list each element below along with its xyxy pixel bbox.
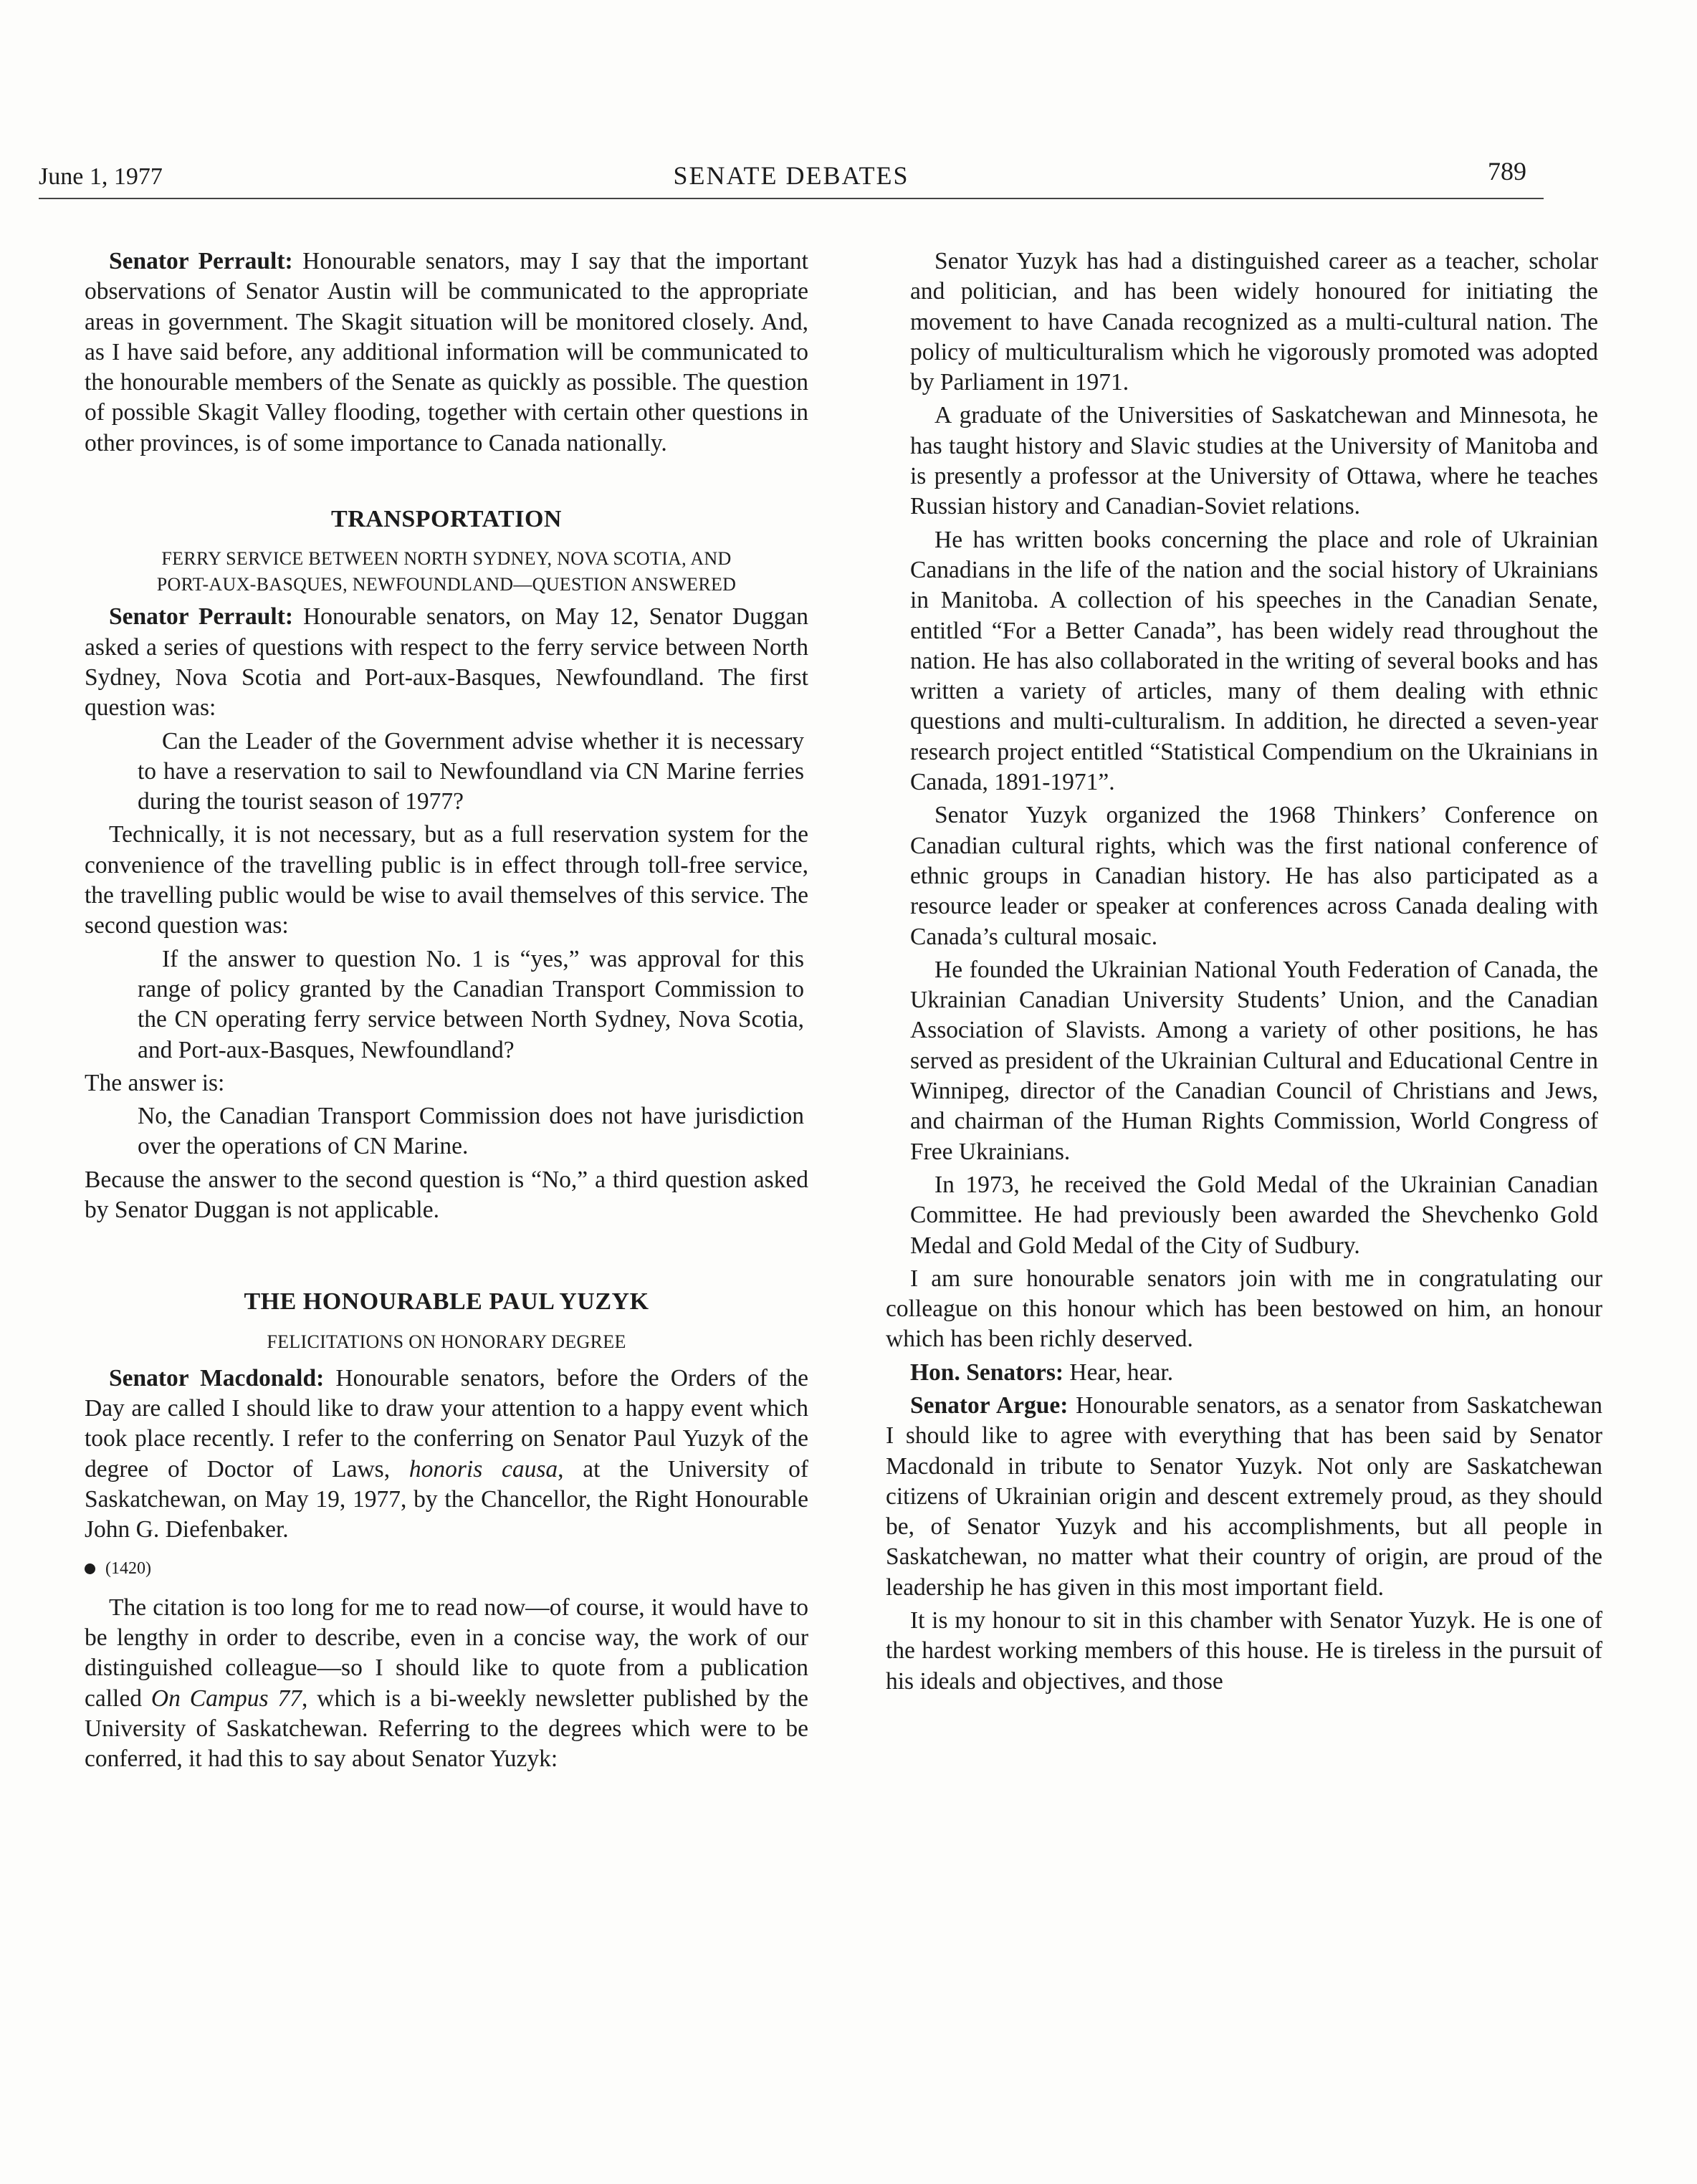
quoted-answer: No, the Canadian Transport Commission does not have jurisdiction over the operations of CN Marine. <box>138 1103 804 1160</box>
quoted-citation: A graduate of the Universities of Saskatchewan and Minnesota, he has taught history and Slavic studies at the University of Manitoba and is presently a professor at the University of Ottawa, where he teaches Russian history and Canadian-Soviet relations. <box>910 402 1598 520</box>
time-marker <box>85 1553 808 1584</box>
paragraph <box>85 1364 808 1546</box>
paragraph: Because the answer to the second question is “No,” a third question asked by Senator Duggan is not applicable. <box>85 1166 808 1224</box>
speaker-name: Senator Macdonald: <box>109 1364 325 1392</box>
paragraph: It is my honour to sit in this chamber with Senator Yuzyk. He is one of the hardest working members of this house. He is tireless in the pursuit of his ideals and objectives, and those <box>886 1607 1602 1695</box>
header-title: SENATE DEBATES <box>673 161 909 190</box>
time-marker-text: (1420) <box>105 1559 151 1579</box>
paragraph-text: , at the University of Saskatchewan, on May 19, 1977, by the Chancellor, the Right Honourable John G. Diefenbaker. <box>85 1455 808 1543</box>
speaker-name: Senator Argue: <box>910 1392 1069 1419</box>
page-number: 789 <box>1488 157 1526 186</box>
section-title: TRANSPORTATION <box>331 506 562 533</box>
paragraph: I am sure honourable senators join with me in congratulating our colleague on this honour which has been bestowed on him, an honour which has been richly deserved. <box>886 1265 1602 1353</box>
paragraph <box>85 602 808 723</box>
paragraph-text: Hear, hear. <box>1063 1359 1174 1386</box>
paragraph-text: The citation is too long for me to read now—of course, it would have to be lengthy in order to describe, even in a concise way, the work of our distinguished colleague—so I should like to quote from a publication called <box>85 1594 808 1712</box>
paragraph <box>85 246 808 459</box>
quoted-question: If the answer to question No. 1 is “yes,” was approval for this range of policy granted by the Canadian Transport Commission to the CN operating ferry service between North Sydney, Nova Scotia, and Port-aux-Basques, Newfoundland? <box>138 945 804 1063</box>
paragraph <box>85 1593 808 1775</box>
quoted-question: Can the Leader of the Government advise whether it is necessary to have a reservation to sail to Newfoundland via CN Marine ferries during the tourist season of 1977? <box>138 727 804 815</box>
speaker-name: Hon. Senators: <box>910 1359 1064 1386</box>
running-header <box>39 156 1544 199</box>
left-column <box>85 246 808 1777</box>
quoted-citation: In 1973, he received the Gold Medal of the Ukrainian Canadian Committee. He had previously been awarded the Shevchenko Gold Medal and Gold Medal of the City of Sudbury. <box>910 1171 1598 1259</box>
right-column <box>886 246 1602 1700</box>
paragraph-text: Honourable senators, as a senator from Saskatchewan I should like to agree with everything that has been said by Senator Macdonald in tribute to Senator Yuzyk. Not only are Saskatchewan citizens of Ukrainian origin and descent extremely proud, as they should be, of Senator Yuzyk and his accomplishments, but all people in Saskatchewan, no matter what their country of origin, are proud of the leadership he has given in this most important field. <box>886 1392 1602 1601</box>
section-title: THE HONOURABLE PAUL YUZYK <box>244 1288 649 1316</box>
subtitle-line: FERRY SERVICE BETWEEN NORTH SYDNEY, NOVA SCOTIA, AND <box>161 548 732 570</box>
quoted-citation: Senator Yuzyk organized the 1968 Thinkers’ Conference on Canadian cultural rights, which was the first national conference of ethnic groups in Canadian history. He has also participated as a resource leader or speaker at conferences across Canada dealing with Canada’s cultural mosaic. <box>910 802 1598 950</box>
section-subtitle <box>85 546 808 598</box>
speaker-name: Senator Perrault: <box>109 603 294 631</box>
paragraph-text: Honourable senators, may I say that the important observations of Senator Austin will be communicated to the appropriate areas in government. The Skagit situation will be monitored closely. And, as I have said before, any additional information will be communicated to the honourable members of the Senate as quickly as possible. The question of possible Skagit Valley flooding, together with certain other questions in other provinces, is of some importance to Canada nationally. <box>85 248 808 456</box>
italic-text: On Campus 77 <box>150 1685 302 1712</box>
paragraph-text: Honourable senators, on May 12, Senator Duggan asked a series of questions with respect to the ferry service between North Sydney, Nova Scotia and Port-aux-Basques, Newfoundland. The first question was: <box>85 603 808 722</box>
paragraph <box>886 1358 1602 1388</box>
quoted-citation: He founded the Ukrainian National Youth Federation of Canada, the Ukrainian Canadian University Students’ Union, and the Canadian Association of Slavists. Among a variety of other positions, he has served as president of the Ukrainian Cultural and Educational Centre in Winnipeg, director of the Canadian Council of Christians and Jews, and chairman of the Human Rights Commission, World Congress of Free Ukrainians. <box>910 956 1598 1165</box>
paragraph: The answer is: <box>85 1069 225 1096</box>
section-subtitle: FELICITATIONS ON HONORARY DEGREE <box>267 1331 626 1352</box>
paragraph-text: Honourable senators, before the Orders of the Day are called I should like to draw your attention to a happy event which took place recently. I refer to the conferring on Senator Paul Yuzyk of the degree of Doctor of Laws, <box>85 1364 808 1483</box>
header-date: June 1, 1977 <box>39 163 163 190</box>
italic-text: honoris causa <box>408 1455 558 1483</box>
paragraph: Technically, it is not necessary, but as a full reservation system for the convenience of the travelling public is in effect through toll-free service, the travelling public would be wise to avail themselves of this service. The second question was: <box>85 821 808 939</box>
quoted-citation: Senator Yuzyk has had a distinguished career as a teacher, scholar and politician, and has been widely honoured for initiating the movement to have Canada recognized as a multi-cultural nation. The policy of multiculturalism which he vigorously promoted was adopted by Parliament in 1971. <box>910 248 1598 396</box>
paragraph-text: , which is a bi-weekly newsletter published by the University of Saskatchewan. Referring to the degrees which were to be conferred, it had this to say about Senator Yuzyk: <box>85 1685 808 1773</box>
speaker-name: Senator Perrault: <box>109 248 293 274</box>
subtitle-line: PORT-AUX-BASQUES, NEWFOUNDLAND—QUESTION ANSWERED <box>156 574 737 595</box>
bullet-icon <box>85 1563 95 1574</box>
paragraph <box>886 1391 1602 1603</box>
quoted-citation: He has written books concerning the place and role of Ukrainian Canadians in the life of the nation and the social history of Ukrainians in Manitoba. A collection of his speeches in the Canadian Senate, entitled “For a Better Canada”, has been widely read throughout the nation. He has also collaborated in the writing of several books and has written a variety of articles, many of them dealing with ethnic questions and multi-culturalism. In addition, he directed a seven-year research project entitled “Statistical Compendium on the Ukrainians in Canada, 1891-1971”. <box>910 526 1598 796</box>
